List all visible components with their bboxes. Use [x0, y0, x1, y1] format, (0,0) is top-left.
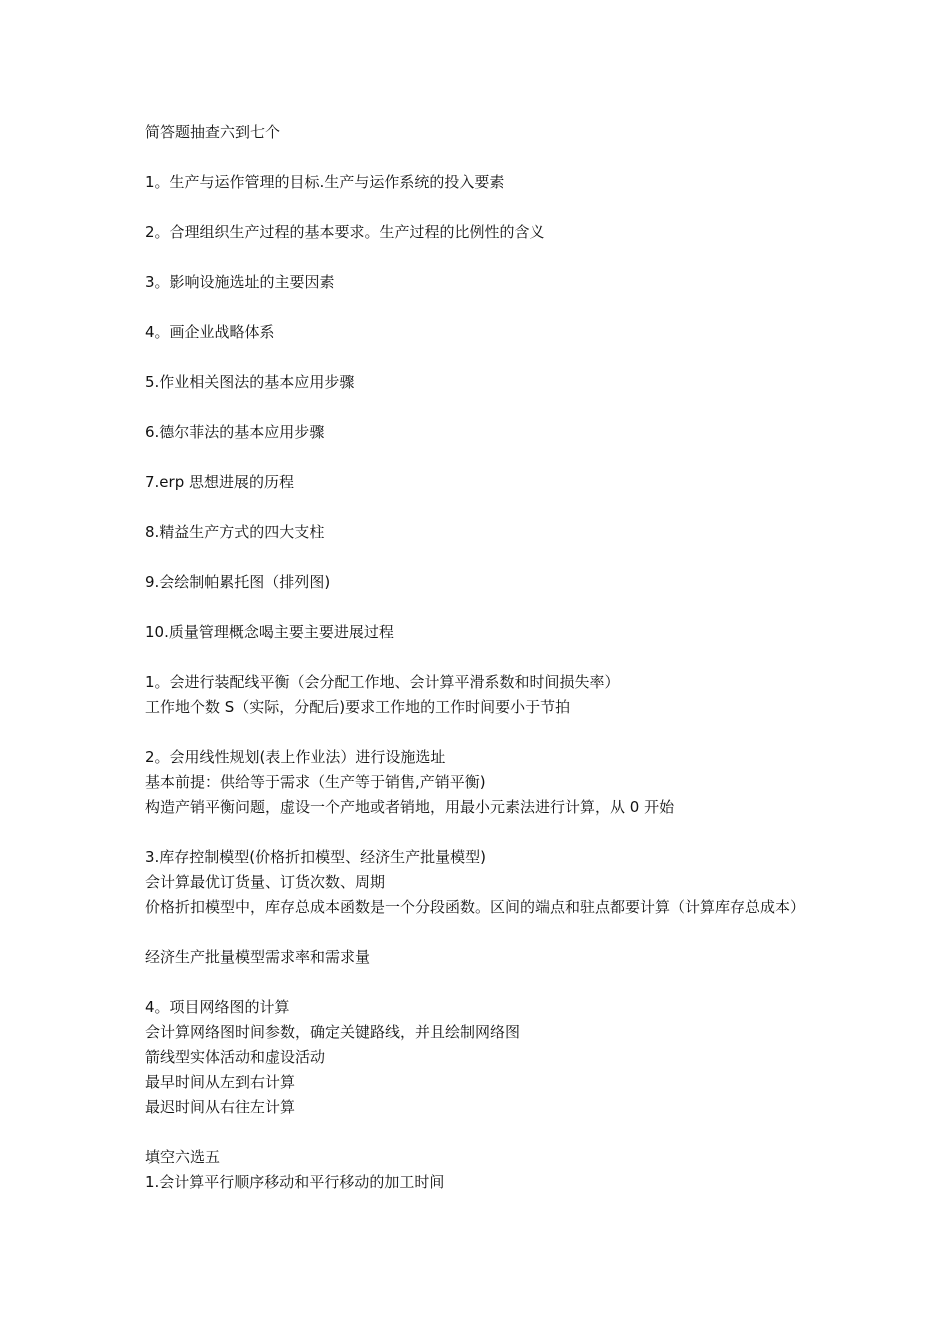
text-line: 经济生产批量模型需求率和需求量 [145, 948, 371, 966]
question-item-7 [145, 470, 815, 495]
text-line: 6.德尔菲法的基本应用步骤 [145, 423, 325, 441]
text-line: 箭线型实体活动和虚设活动 [145, 1048, 326, 1066]
section-heading-short-answer [145, 120, 815, 145]
text-line: 5.作业相关图法的基本应用步骤 [145, 373, 355, 391]
text-line: 7.erp 思想进展的历程 [145, 473, 294, 491]
text-line: 4。画企业战略体系 [145, 323, 275, 341]
text-line: 填空六选五 [145, 1148, 221, 1166]
question-item-2 [145, 220, 815, 245]
calc-item-linear-programming [145, 745, 815, 820]
text-line: 10.质量管理概念喝主要主要进展过程 [145, 623, 394, 641]
question-item-9 [145, 570, 815, 595]
text-line: 价格折扣模型中，库存总成本函数是一个分段函数。区间的端点和驻点都要计算（计算库存总成本） [145, 898, 806, 916]
text-line: 会计算网络图时间参数，确定关键路线，并且绘制网络图 [145, 1023, 521, 1041]
question-item-8 [145, 520, 815, 545]
text-line: 3。影响设施选址的主要因素 [145, 273, 335, 291]
text-line: 8.精益生产方式的四大支柱 [145, 523, 325, 541]
question-item-3 [145, 270, 815, 295]
calc-item-inventory-model [145, 845, 815, 920]
question-item-6 [145, 420, 815, 445]
text-line: 最迟时间从右往左计算 [145, 1098, 296, 1116]
text-line: 9.会绘制帕累托图（排列图) [145, 573, 331, 591]
text-line: 最早时间从左到右计算 [145, 1073, 296, 1091]
text-line: 1。生产与运作管理的目标.生产与运作系统的投入要素 [145, 173, 505, 191]
calc-item-network-diagram [145, 995, 815, 1120]
text-line: 简答题抽查六到七个 [145, 123, 281, 141]
question-item-10 [145, 620, 815, 645]
calc-item-economic-lot [145, 945, 815, 970]
section-fill-in-blank [145, 1145, 815, 1195]
text-line: 1。会进行装配线平衡（会分配工作地、会计算平滑系数和时间损失率） [145, 673, 620, 691]
question-item-5 [145, 370, 815, 395]
text-line: 构造产销平衡问题，虚设一个产地或者销地，用最小元素法进行计算，从 0 开始 [145, 798, 675, 816]
text-line: 会计算最优订货量、订货次数、周期 [145, 873, 386, 891]
calc-item-assembly-line [145, 670, 815, 720]
question-item-4 [145, 320, 815, 345]
text-line: 1.会计算平行顺序移动和平行移动的加工时间 [145, 1173, 445, 1191]
question-item-1 [145, 170, 815, 195]
text-line: 2。会用线性规划(表上作业法）进行设施选址 [145, 748, 446, 766]
text-line: 工作地个数 S（实际，分配后)要求工作地的工作时间要小于节拍 [145, 698, 571, 716]
text-line: 3.库存控制模型(价格折扣模型、经济生产批量模型) [145, 848, 487, 866]
text-line: 2。合理组织生产过程的基本要求。生产过程的比例性的含义 [145, 223, 545, 241]
document-page [145, 120, 815, 1220]
text-line: 基本前提：供给等于需求（生产等于销售,产销平衡) [145, 773, 486, 791]
text-line: 4。项目网络图的计算 [145, 998, 290, 1016]
